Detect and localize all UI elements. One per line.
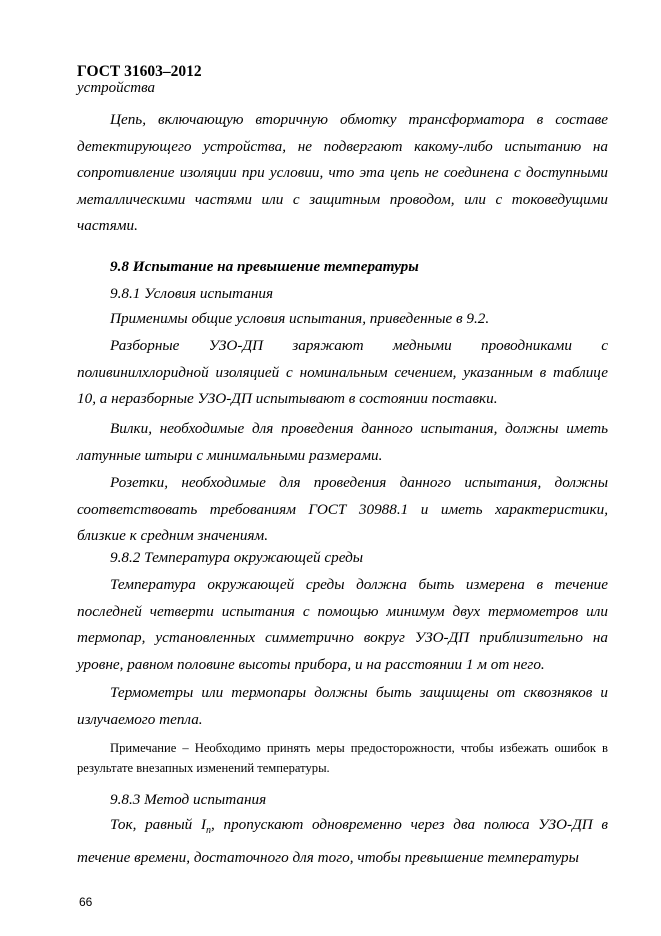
- subsection-heading-9-8-3: 9.8.3 Метод испытания: [110, 791, 267, 808]
- paragraph-plugs: Вилки, необходимые для проведения данного испытания, должны иметь латунные штыри с минимальными размерами.: [77, 420, 608, 464]
- current-text-end: , пропускают одновременно через два полюса УЗО-ДП в течение времени, достаточного для того, чтобы превышение температуры: [77, 816, 608, 866]
- page-number: 66: [79, 895, 93, 909]
- paragraph-detachable-devices: Разборные УЗО-ДП заряжают медными проводниками с поливинилхлоридной изоляцией с номинальным сечением, указанным в таблице 10, а неразборные УЗО-ДП испытывают в состоянии поставки.: [77, 337, 608, 407]
- paragraph-test-current: [77, 812, 608, 871]
- paragraph-ambient-temperature: Температура окружающей среды должна быть измерена в течение последней четверти испытания с помощью минимум двух термометров или термопар, установленных симметрично вокруг УЗО-ДП приблизительно на уровне, равном половине высоты прибора, и на расстоянии 1 м от него.: [77, 576, 608, 673]
- paragraph-general-conditions: Применимы общие условия испытания, приведенные в 9.2.: [110, 310, 490, 327]
- continued-text: устройства: [77, 80, 156, 96]
- document-code: ГОСТ 31603–2012: [77, 63, 202, 80]
- subsection-heading-9-8-1: 9.8.1 Условия испытания: [110, 285, 274, 302]
- current-text-start: Ток, равный I: [110, 816, 207, 833]
- note: Примечание – Необходимо принять меры предосторожности, чтобы избежать ошибок в результате внезапных изменений температуры.: [77, 741, 608, 775]
- current-subscript: n: [206, 825, 212, 837]
- section-heading-9-8: 9.8 Испытание на превышение температуры: [110, 258, 419, 275]
- paragraph-winding: Цепь, включающую вторичную обмотку трансформатора в составе детектирующего устройства, не подвергают какому-либо испытанию на сопротивление изоляции при условии, что эта цепь не соединена с доступными металлическими частями или с защитным проводом, или с токоведущими частями.: [77, 111, 608, 234]
- subsection-heading-9-8-2: 9.8.2 Температура окружающей среды: [110, 549, 364, 566]
- paragraph-thermometers: Термометры или термопары должны быть защищены от сквозняков и излучаемого тепла.: [77, 684, 608, 728]
- paragraph-sockets: Розетки, необходимые для проведения данного испытания, должны соответствовать требованиям ГОСТ 30988.1 и иметь характеристики, близкие к средним значениям.: [77, 474, 608, 544]
